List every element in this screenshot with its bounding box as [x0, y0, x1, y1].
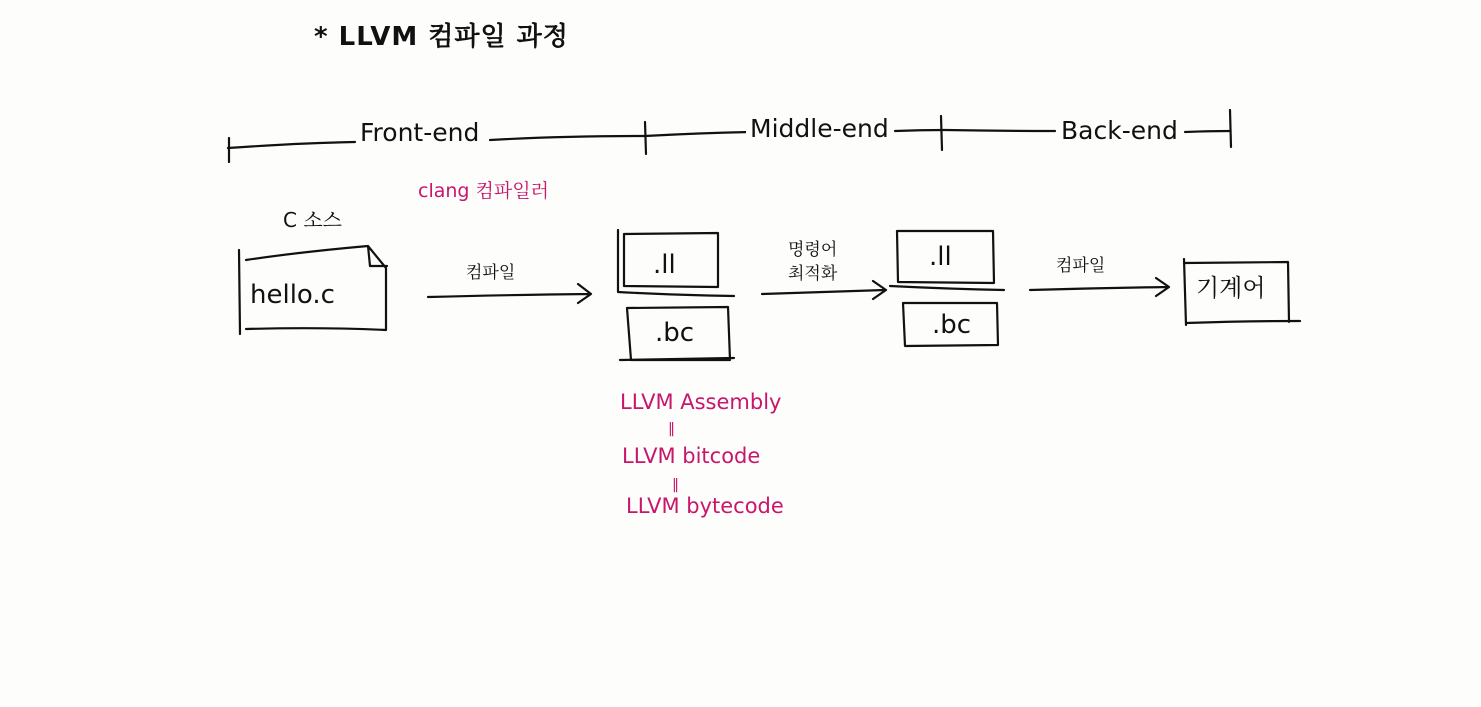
arrow-compile-2 — [1030, 278, 1169, 296]
arrow-compile-1 — [428, 284, 591, 303]
ir-name-bytecode: LLVM bytecode — [626, 494, 784, 518]
ir-name-assembly: LLVM Assembly — [620, 390, 782, 414]
stage-front-end: Front-end — [356, 120, 483, 145]
front-end-compiler-label: clang 컴파일러 — [418, 180, 549, 202]
ir-ll-label: .ll — [653, 250, 676, 280]
timeline-tick-1 — [645, 122, 646, 154]
timeline-tick-end — [1230, 110, 1231, 147]
stage-middle-end: Middle-end — [746, 116, 893, 141]
compile-label-1: 컴파일 — [466, 263, 516, 283]
ir-ll-box — [618, 230, 734, 296]
ir-bc-label: .bc — [655, 318, 695, 348]
source-caption: C 소스 — [283, 208, 342, 232]
source-file-name: hello.c — [250, 280, 335, 310]
page-title: * LLVM 컴파일 과정 — [314, 22, 569, 52]
ir-name-bitcode: LLVM bitcode — [622, 444, 761, 468]
opt-bc-label: .bc — [932, 310, 972, 340]
machine-code-label: 기계어 — [1196, 274, 1266, 302]
optimize-label-line1: 명령어 — [788, 240, 838, 260]
optimize-label-line2: 최적화 — [788, 264, 838, 284]
opt-ll-label: .ll — [929, 242, 952, 272]
ir-equals-1: ‖ — [668, 421, 675, 437]
ir-equals-2: ‖ — [672, 477, 679, 493]
compile-label-2: 컴파일 — [1056, 256, 1106, 276]
stage-back-end: Back-end — [1057, 118, 1182, 143]
timeline-tick-2 — [941, 116, 942, 150]
